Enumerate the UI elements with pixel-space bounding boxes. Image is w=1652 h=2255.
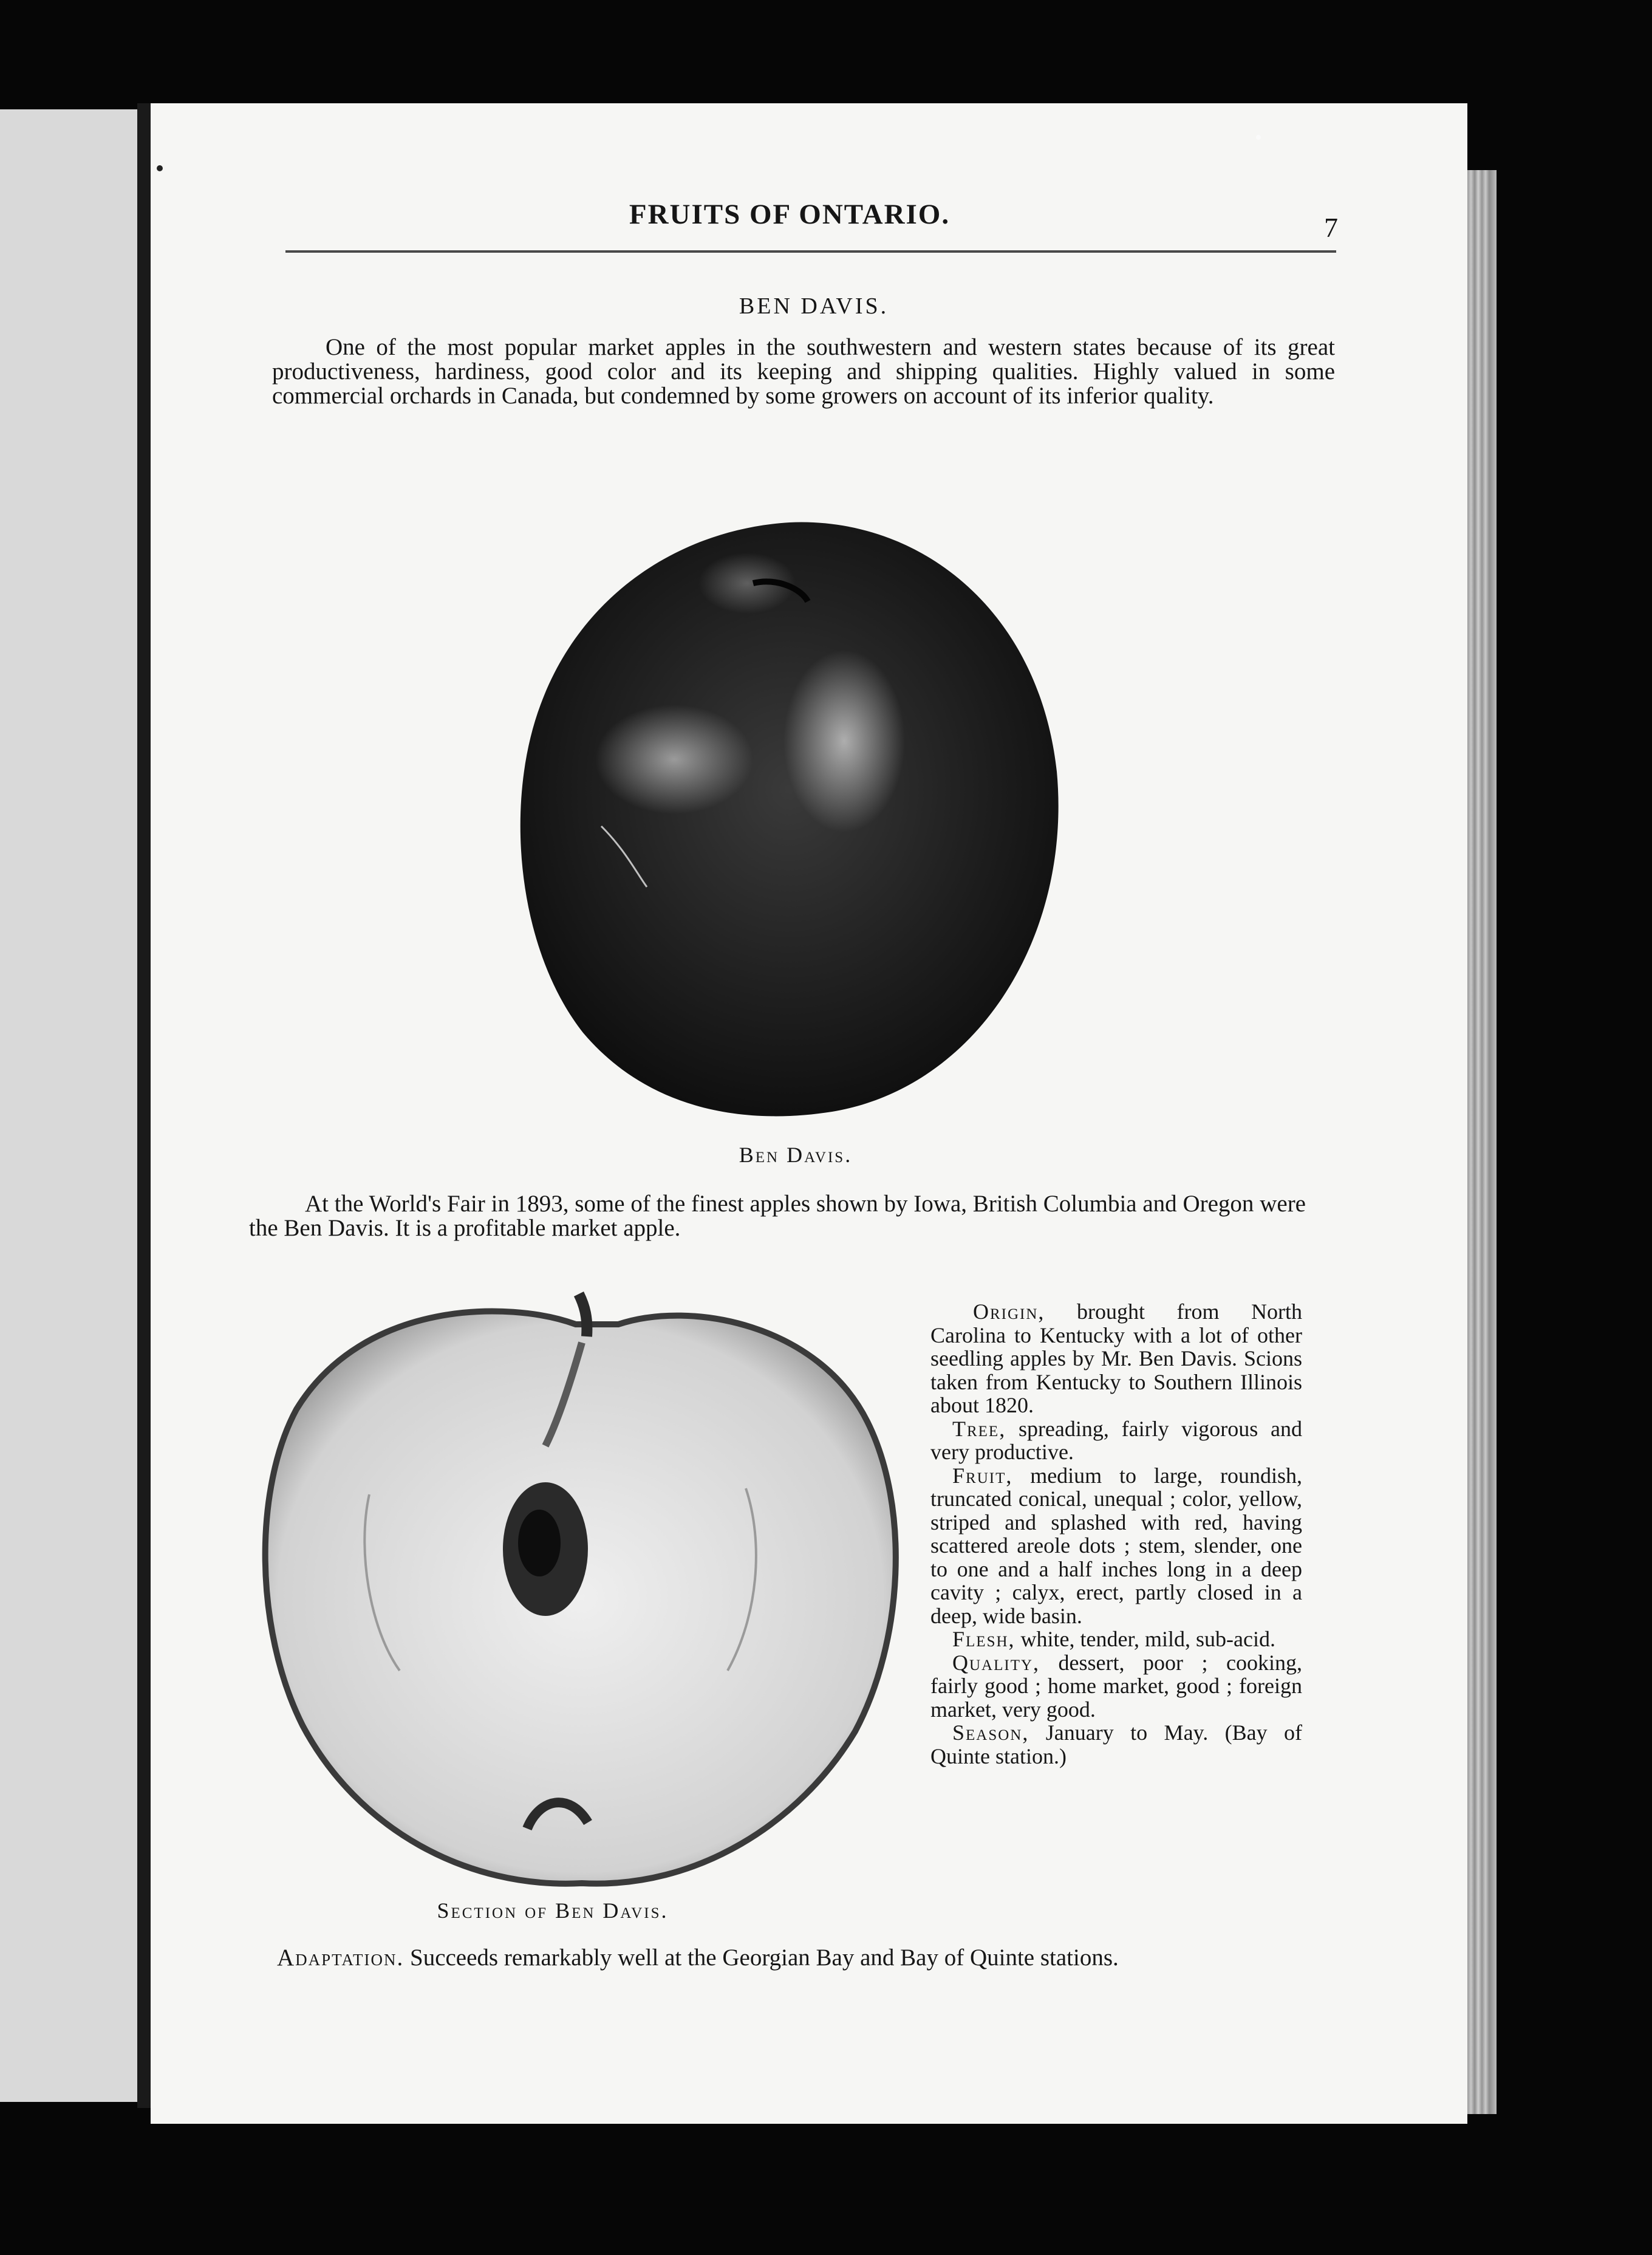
running-title: FRUITS OF ONTARIO. [629,199,951,230]
intro-paragraph: One of the most popular market apples in the southwestern and western states because of its great productiveness, hardiness, good color and its keeping and shipping qualities. Highly valued in some commercial orchards in Canada, but condemned by some growers on account of its inferior quality. [272,334,1335,409]
page-number: 7 [1324,212,1338,243]
book-gutter [137,103,151,2108]
season-entry [930,1721,1302,1768]
page-stack-edge [1467,170,1497,2114]
flesh-entry [930,1627,1302,1651]
tree-label: Tree, [952,1416,1006,1441]
scan-speck [1256,135,1261,140]
fruit-entry [930,1464,1302,1628]
origin-text: brought from North Carolina to Kentucky with a lot of other seedling apples by Mr. Ben Davis. Scions taken from Kentucky to Southern Illinois about 1820. [930,1299,1302,1417]
adaptation-paragraph [277,1944,1334,1971]
apple-section-photo [254,1288,922,1895]
whole-apple-photo [492,510,1087,1130]
season-label: Season, [952,1720,1029,1745]
section-title: BEN DAVIS. [739,293,889,319]
quality-label: Quality, [952,1650,1040,1675]
flesh-text: white, tender, mild, sub-acid. [1015,1627,1275,1651]
scan-speck [157,165,163,171]
fruit-label: Fruit, [952,1463,1013,1488]
adaptation-label: Adaptation. [277,1945,404,1971]
quality-entry [930,1651,1302,1722]
quality-text: dessert, poor ; cooking, fairly good ; home market, good ; foreign market, very good. [930,1650,1302,1722]
fruit-text: medium to large, roundish, truncated conical, unequal ; color, yellow, striped and splashed with red, having scattered areole dots ; stem, slender, one to one and a half inches long in a deep cavity ; calyx, erect, partly closed in a deep, wide basin. [930,1463,1302,1628]
worlds-fair-paragraph: At the World's Fair in 1893, some of the finest apples shown by Iowa, British Columbia and Oregon were the Ben Davis. It is a profitable market apple. [249,1191,1306,1241]
figure-caption-section: Section of Ben Davis. [437,1898,669,1923]
season-text: January to May. (Bay of Quinte station.) [930,1720,1302,1768]
header-rule [285,250,1336,253]
facing-page-edge [0,109,143,2102]
adaptation-text: Succeeds remarkably well at the Georgian Bay and Bay of Quinte stations. [404,1945,1119,1971]
tree-text: spreading, fairly vigorous and very productive. [930,1416,1302,1464]
origin-label: Origin, [973,1299,1045,1324]
flesh-label: Flesh, [952,1627,1015,1651]
variety-description [930,1300,1302,1768]
tree-entry [930,1417,1302,1464]
figure-caption-whole: Ben Davis. [739,1143,853,1167]
origin-entry [930,1300,1302,1417]
